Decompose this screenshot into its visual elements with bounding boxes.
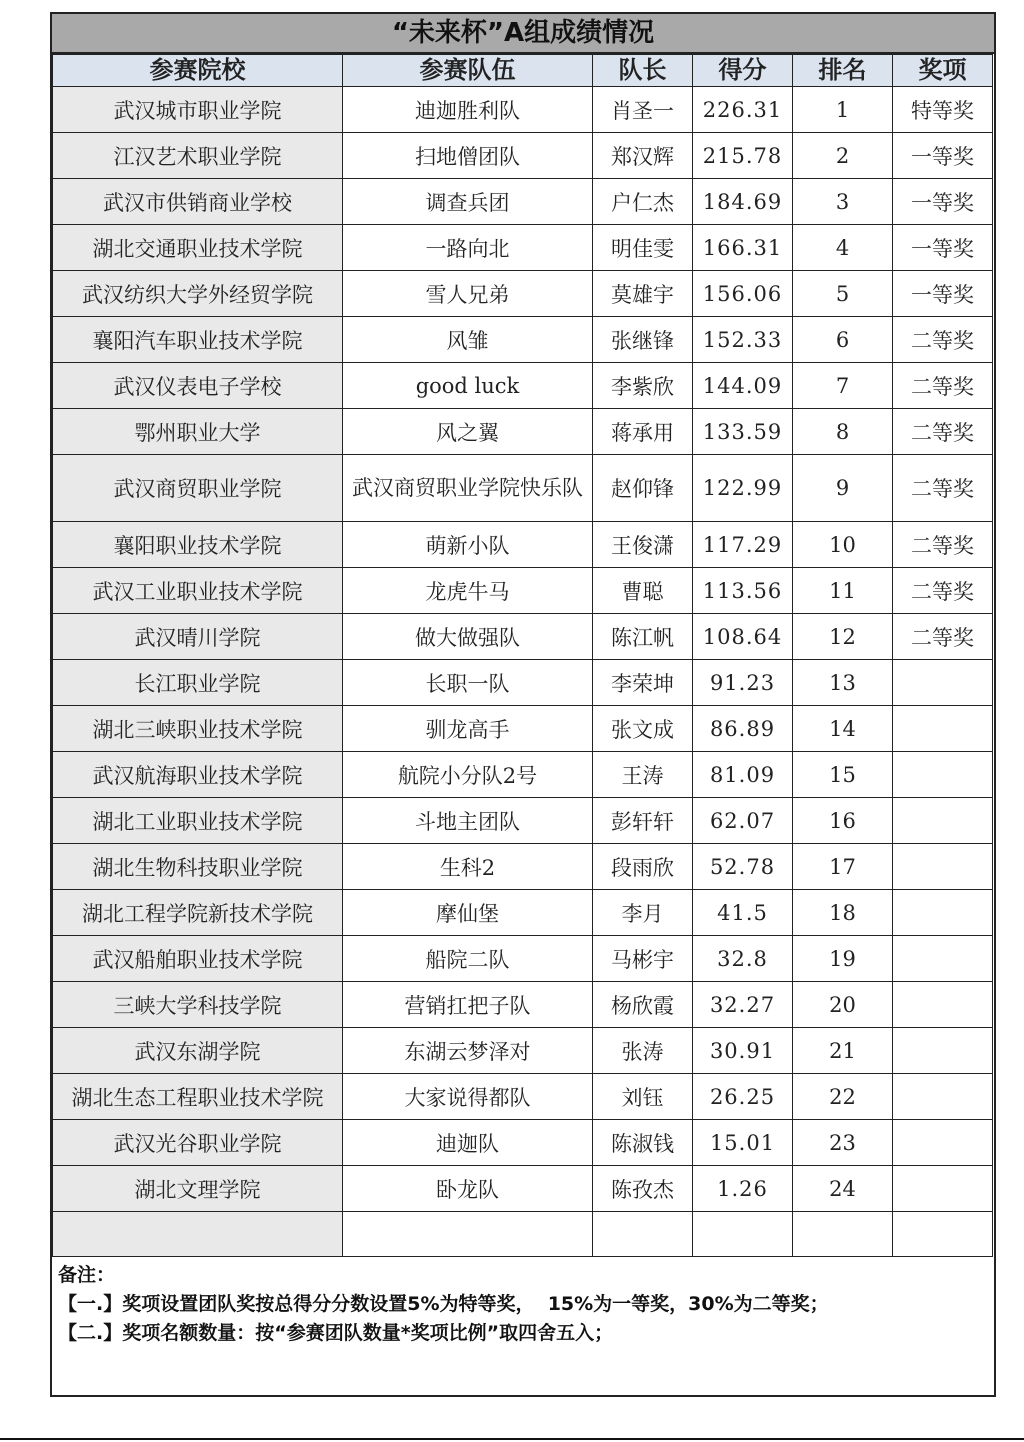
captain-cell: 刘钰 (593, 1074, 693, 1120)
award-cell (893, 1074, 993, 1120)
table-row (53, 706, 993, 752)
team-cell: good luck (343, 363, 593, 409)
score-cell: 62.07 (693, 798, 793, 844)
rank-cell: 14 (793, 706, 893, 752)
school-cell: 武汉城市职业学院 (53, 87, 343, 133)
rank-cell: 8 (793, 409, 893, 455)
score-cell: 133.59 (693, 409, 793, 455)
award-cell: 二等奖 (893, 455, 993, 522)
header-rank: 排名 (793, 55, 893, 87)
captain-cell: 张文成 (593, 706, 693, 752)
team-cell: 风雏 (343, 317, 593, 363)
award-cell: 二等奖 (893, 522, 993, 568)
score-cell: 86.89 (693, 706, 793, 752)
school-cell: 湖北生物科技职业学院 (53, 844, 343, 890)
notes-line-1: 【一.】奖项设置团队奖按总得分分数设置5%为特等奖， 15%为一等奖，30%为二等奖； (58, 1293, 829, 1315)
rank-cell: 7 (793, 363, 893, 409)
table-row (53, 522, 993, 568)
school-cell: 武汉市供销商业学校 (53, 179, 343, 225)
award-cell (893, 890, 993, 936)
rank-cell: 5 (793, 271, 893, 317)
rank-cell: 16 (793, 798, 893, 844)
team-cell: 船院二队 (343, 936, 593, 982)
team-cell: 风之翼 (343, 409, 593, 455)
rank-cell: 15 (793, 752, 893, 798)
school-cell: 武汉东湖学院 (53, 1028, 343, 1074)
award-cell: 二等奖 (893, 409, 993, 455)
team-cell: 大家说得都队 (343, 1074, 593, 1120)
score-cell: 117.29 (693, 522, 793, 568)
sheet-title: “未来杯”A组成绩情况 (52, 14, 994, 54)
captain-cell: 蒋承用 (593, 409, 693, 455)
rank-cell: 20 (793, 982, 893, 1028)
table-row (53, 179, 993, 225)
results-table (52, 54, 993, 1257)
team-cell: 迪迦胜利队 (343, 87, 593, 133)
captain-cell: 赵仰锋 (593, 455, 693, 522)
award-cell (893, 844, 993, 890)
score-cell: 113.56 (693, 568, 793, 614)
score-cell: 184.69 (693, 179, 793, 225)
award-cell (893, 1166, 993, 1212)
score-cell: 108.64 (693, 614, 793, 660)
score-cell: 166.31 (693, 225, 793, 271)
table-row (53, 614, 993, 660)
score-cell: 30.91 (693, 1028, 793, 1074)
score-cell: 1.26 (693, 1166, 793, 1212)
table-row (53, 1074, 993, 1120)
school-cell: 武汉商贸职业学院 (53, 455, 343, 522)
award-cell (893, 1028, 993, 1074)
score-cell: 156.06 (693, 271, 793, 317)
table-row (53, 363, 993, 409)
header-captain: 队长 (593, 55, 693, 87)
table-row (53, 1120, 993, 1166)
team-cell: 雪人兄弟 (343, 271, 593, 317)
school-cell: 湖北工业职业技术学院 (53, 798, 343, 844)
rank-cell: 13 (793, 660, 893, 706)
award-cell (893, 982, 993, 1028)
award-cell: 二等奖 (893, 317, 993, 363)
table-row (53, 798, 993, 844)
school-cell: 武汉航海职业技术学院 (53, 752, 343, 798)
score-cell: 81.09 (693, 752, 793, 798)
captain-cell: 马彬宇 (593, 936, 693, 982)
score-cell: 91.23 (693, 660, 793, 706)
empty-cell (343, 1212, 593, 1257)
rank-cell: 21 (793, 1028, 893, 1074)
team-cell: 斗地主团队 (343, 798, 593, 844)
captain-cell: 李月 (593, 890, 693, 936)
captain-cell: 郑汉辉 (593, 133, 693, 179)
score-cell: 32.8 (693, 936, 793, 982)
team-cell: 一路向北 (343, 225, 593, 271)
rank-cell: 22 (793, 1074, 893, 1120)
captain-cell: 曹聪 (593, 568, 693, 614)
captain-cell: 陈孜杰 (593, 1166, 693, 1212)
team-cell: 卧龙队 (343, 1166, 593, 1212)
award-cell: 二等奖 (893, 363, 993, 409)
rank-cell: 18 (793, 890, 893, 936)
notes-section (52, 1257, 994, 1397)
header-score: 得分 (693, 55, 793, 87)
header-row (53, 55, 993, 87)
empty-cell (593, 1212, 693, 1257)
team-cell: 驯龙高手 (343, 706, 593, 752)
captain-cell: 张涛 (593, 1028, 693, 1074)
school-cell: 武汉光谷职业学院 (53, 1120, 343, 1166)
header-team: 参赛队伍 (343, 55, 593, 87)
school-cell: 襄阳职业技术学院 (53, 522, 343, 568)
header-award: 奖项 (893, 55, 993, 87)
school-cell: 武汉工业职业技术学院 (53, 568, 343, 614)
table-row (53, 568, 993, 614)
empty-cell (893, 1212, 993, 1257)
school-cell: 湖北文理学院 (53, 1166, 343, 1212)
page-bottom-rule (0, 1438, 1024, 1440)
captain-cell: 陈江帆 (593, 614, 693, 660)
table-row (53, 982, 993, 1028)
captain-cell: 明佳雯 (593, 225, 693, 271)
captain-cell: 杨欣霞 (593, 982, 693, 1028)
team-cell: 航院小分队2号 (343, 752, 593, 798)
rank-cell: 2 (793, 133, 893, 179)
award-cell: 二等奖 (893, 568, 993, 614)
team-cell: 龙虎牛马 (343, 568, 593, 614)
empty-cell (53, 1212, 343, 1257)
captain-cell: 陈淑钱 (593, 1120, 693, 1166)
award-cell: 一等奖 (893, 133, 993, 179)
award-cell (893, 936, 993, 982)
school-cell: 湖北生态工程职业技术学院 (53, 1074, 343, 1120)
rank-cell: 11 (793, 568, 893, 614)
team-cell: 武汉商贸职业学院快乐队 (343, 455, 593, 522)
award-cell: 一等奖 (893, 225, 993, 271)
empty-cell (793, 1212, 893, 1257)
score-cell: 26.25 (693, 1074, 793, 1120)
captain-cell: 王俊潇 (593, 522, 693, 568)
school-cell: 长江职业学院 (53, 660, 343, 706)
table-row (53, 1028, 993, 1074)
team-cell: 摩仙堡 (343, 890, 593, 936)
team-cell: 扫地僧团队 (343, 133, 593, 179)
rank-cell: 6 (793, 317, 893, 363)
score-cell: 144.09 (693, 363, 793, 409)
school-cell: 湖北交通职业技术学院 (53, 225, 343, 271)
rank-cell: 19 (793, 936, 893, 982)
school-cell: 武汉晴川学院 (53, 614, 343, 660)
team-cell: 生科2 (343, 844, 593, 890)
score-cell: 32.27 (693, 982, 793, 1028)
team-cell: 调查兵团 (343, 179, 593, 225)
team-cell: 长职一队 (343, 660, 593, 706)
rank-cell: 1 (793, 87, 893, 133)
school-cell: 武汉仪表电子学校 (53, 363, 343, 409)
captain-cell: 莫雄宇 (593, 271, 693, 317)
table-row (53, 936, 993, 982)
rank-cell: 23 (793, 1120, 893, 1166)
empty-row (53, 1212, 993, 1257)
team-cell: 迪迦队 (343, 1120, 593, 1166)
table-row (53, 133, 993, 179)
table-row (53, 225, 993, 271)
score-cell: 226.31 (693, 87, 793, 133)
captain-cell: 段雨欣 (593, 844, 693, 890)
school-cell: 三峡大学科技学院 (53, 982, 343, 1028)
award-cell (893, 798, 993, 844)
award-cell (893, 706, 993, 752)
table-row (53, 87, 993, 133)
team-cell: 萌新小队 (343, 522, 593, 568)
rank-cell: 9 (793, 455, 893, 522)
school-cell: 武汉纺织大学外经贸学院 (53, 271, 343, 317)
score-cell: 52.78 (693, 844, 793, 890)
school-cell: 武汉船舶职业技术学院 (53, 936, 343, 982)
rank-cell: 24 (793, 1166, 893, 1212)
award-cell (893, 660, 993, 706)
captain-cell: 王涛 (593, 752, 693, 798)
results-sheet (50, 12, 996, 1397)
award-cell (893, 1120, 993, 1166)
award-cell: 一等奖 (893, 179, 993, 225)
captain-cell: 彭轩轩 (593, 798, 693, 844)
school-cell: 江汉艺术职业学院 (53, 133, 343, 179)
team-cell: 营销扛把子队 (343, 982, 593, 1028)
captain-cell: 户仁杰 (593, 179, 693, 225)
rank-cell: 10 (793, 522, 893, 568)
captain-cell: 张继锋 (593, 317, 693, 363)
award-cell (893, 752, 993, 798)
header-school: 参赛院校 (53, 55, 343, 87)
rank-cell: 12 (793, 614, 893, 660)
table-row (53, 271, 993, 317)
table-row (53, 844, 993, 890)
table-row (53, 1166, 993, 1212)
notes-heading: 备注： (58, 1264, 116, 1286)
school-cell: 湖北三峡职业技术学院 (53, 706, 343, 752)
team-cell: 东湖云梦泽对 (343, 1028, 593, 1074)
score-cell: 122.99 (693, 455, 793, 522)
school-cell: 襄阳汽车职业技术学院 (53, 317, 343, 363)
table-row (53, 660, 993, 706)
table-row (53, 752, 993, 798)
school-cell: 湖北工程学院新技术学院 (53, 890, 343, 936)
score-cell: 152.33 (693, 317, 793, 363)
table-row (53, 455, 993, 522)
award-cell: 二等奖 (893, 614, 993, 660)
score-cell: 15.01 (693, 1120, 793, 1166)
score-cell: 215.78 (693, 133, 793, 179)
captain-cell: 肖圣一 (593, 87, 693, 133)
table-row (53, 409, 993, 455)
notes-line-2: 【二.】奖项名额数量：按“参赛团队数量*奖项比例”取四舍五入； (58, 1322, 614, 1344)
table-row (53, 317, 993, 363)
score-cell: 41.5 (693, 890, 793, 936)
rank-cell: 17 (793, 844, 893, 890)
award-cell: 一等奖 (893, 271, 993, 317)
rank-cell: 3 (793, 179, 893, 225)
captain-cell: 李荣坤 (593, 660, 693, 706)
table-row (53, 890, 993, 936)
team-cell: 做大做强队 (343, 614, 593, 660)
school-cell: 鄂州职业大学 (53, 409, 343, 455)
captain-cell: 李紫欣 (593, 363, 693, 409)
empty-cell (693, 1212, 793, 1257)
rank-cell: 4 (793, 225, 893, 271)
award-cell: 特等奖 (893, 87, 993, 133)
